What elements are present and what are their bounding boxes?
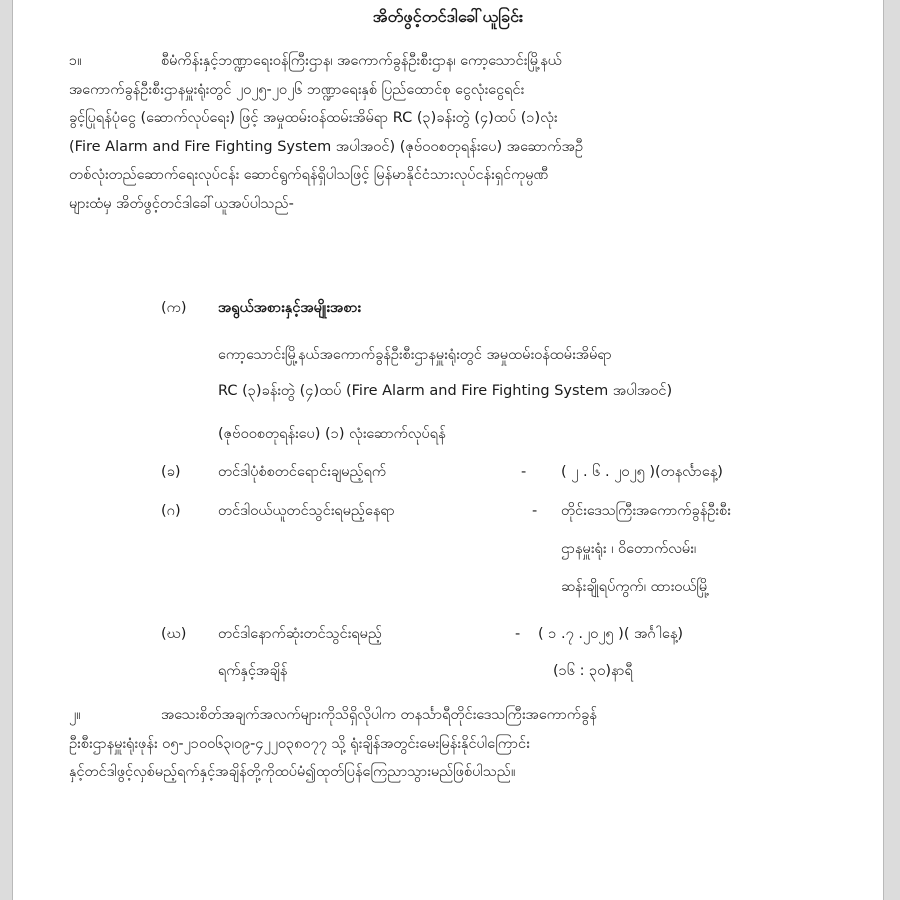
document-page [12,0,884,900]
item-kha-label: (ခ) [161,464,181,480]
item-gha-dash: - [515,626,521,642]
paragraph-1-line-1: စီမံကိန်းနှင့်ဘဏ္ဍာရေးဝန်ကြီးဌာန၊ အကောက်ခွန်ဦးစီးဌာန၊ ကော့သောင်းမြို့နယ် [161,53,562,69]
item-ka-heading: အရွယ်အစားနှင့်အမျိုးအစား [218,300,362,316]
paragraph-1 [69,47,869,219]
paragraph-1-line-2: အကောက်ခွန်ဦးစီးဌာနမှူးရုံးတွင် ၂၀၂၅-၂၀၂၆ ဘဏ္ဍာရေးနှစ် ပြည်ထောင်စု ငွေလုံးငွေရင်း [69,81,525,98]
paragraph-1-line-3: ခွင့်ပြုရန်ပုံငွေ (ဆောက်လုပ်ရေး) ဖြင့် အမှုထမ်းဝန်ထမ်းအိမ်ရာ RC (၃)ခန်းတွဲ (၄)ထပ် (၁)လုံး [69,110,558,127]
item-ka-line-3: (ဇုဗ်ဝဝစတုရန်းပေ) (၁) လုံးဆောက်လုပ်ရန် [218,426,446,442]
item-ga-dash: - [532,503,538,519]
item-ka-line-2: RC (၃)ခန်းတွဲ (၄)ထပ် (Fire Alarm and Fire Fighting System အပါအဝင်) [218,383,673,399]
item-gha-text-line-1: တင်ဒါနောက်ဆုံးတင်သွင်းရမည့် [218,626,382,642]
item-ka-label: (က) [161,300,187,316]
item-ga-line-1: တိုင်းဒေသကြီးအကောက်ခွန်ဦးစီး [561,503,731,519]
item-ga-line-2: ဌာနမှူးရုံး ၊ ဝိတောက်လမ်း၊ [561,541,697,557]
paragraph-2-number: ၂။ [69,707,81,723]
item-ga-text: တင်ဒါဝယ်ယူတင်သွင်းရမည့်နေရာ [218,503,395,519]
paragraph-2-line-2: ဦးစီးဌာနမှူးရုံးဖုန်း ၀၅-၂၁၀၀၆၃၊၀၉-၄၂၂၀၃၈၀၇၇ သို့ ရုံးချိန်အတွင်းမေးမြန်းနိုင်ပါကြောင်း [69,735,530,752]
paragraph-2-line-3: နှင့်တင်ဒါဖွင့်လှစ်မည့်ရက်နှင့်အချိန်တို့ကိုထပ်မံ၍ထုတ်ပြန်ကြေညာသွားမည်ဖြစ်ပါသည်။ [69,764,516,781]
item-kha-text: တင်ဒါပုံစံစတင်ရောင်းချမည့်ရက် [218,464,387,480]
paragraph-1-line-6: များထံမှ အိတ်ဖွင့်တင်ဒါခေါ်ယူအပ်ပါသည်- [69,195,294,212]
paragraph-2-line [69,701,869,730]
item-ka-line-1: ကော့သောင်းမြို့နယ်အကောက်ခွန်ဦးစီးဌာနမှူးရုံးတွင် အမှုထမ်းဝန်ထမ်းအိမ်ရာ [218,347,612,363]
document-title: အိတ်ဖွင့်တင်ဒါခေါ်ယူခြင်း [372,7,524,26]
paragraph-1-line-5: တစ်လုံးတည်ဆောက်ရေးလုပ်ငန်း ဆောင်ရွက်ရန်ရှိပါသဖြင့် မြန်မာနိုင်ငံသားလုပ်ငန်းရှင်ကုမ္ပဏီ [69,167,549,184]
item-ga-label: (ဂ) [161,503,181,519]
paragraph-1-number: ၁။ [69,53,82,69]
item-gha-value-line-1: ( ၁ .၇ .၂၀၂၅ )( အင်္ဂါနေ့) [538,626,684,642]
paragraph-2 [69,701,869,787]
item-gha-label: (ဃ) [161,626,187,642]
item-kha-value: ( ၂ . ၆ . ၂၀၂၅ )(တနင်္လာနေ့) [561,464,723,480]
item-kha-dash: - [521,464,527,480]
item-ga-line-3: ဆန်းချိုရပ်ကွက်၊ ထားဝယ်မြို့ [561,579,710,595]
item-gha-value-line-2: (၁၆ : ၃၀)နာရီ [553,663,633,679]
paragraph-1-line [69,47,869,76]
paragraph-1-line-4: (Fire Alarm and Fire Fighting System အပါအဝင်) (ဇုဗ်ဝဝစတုရန်းပေ) အဆောက်အဦ [69,138,583,155]
paragraph-2-line-1: အသေးစိတ်အချက်အလက်များကိုသိရှိလိုပါက တနင်္သာရီတိုင်းဒေသကြီးအကောက်ခွန် [161,707,597,723]
item-gha-text-line-2: ရက်နှင့်အချိန် [218,663,288,679]
